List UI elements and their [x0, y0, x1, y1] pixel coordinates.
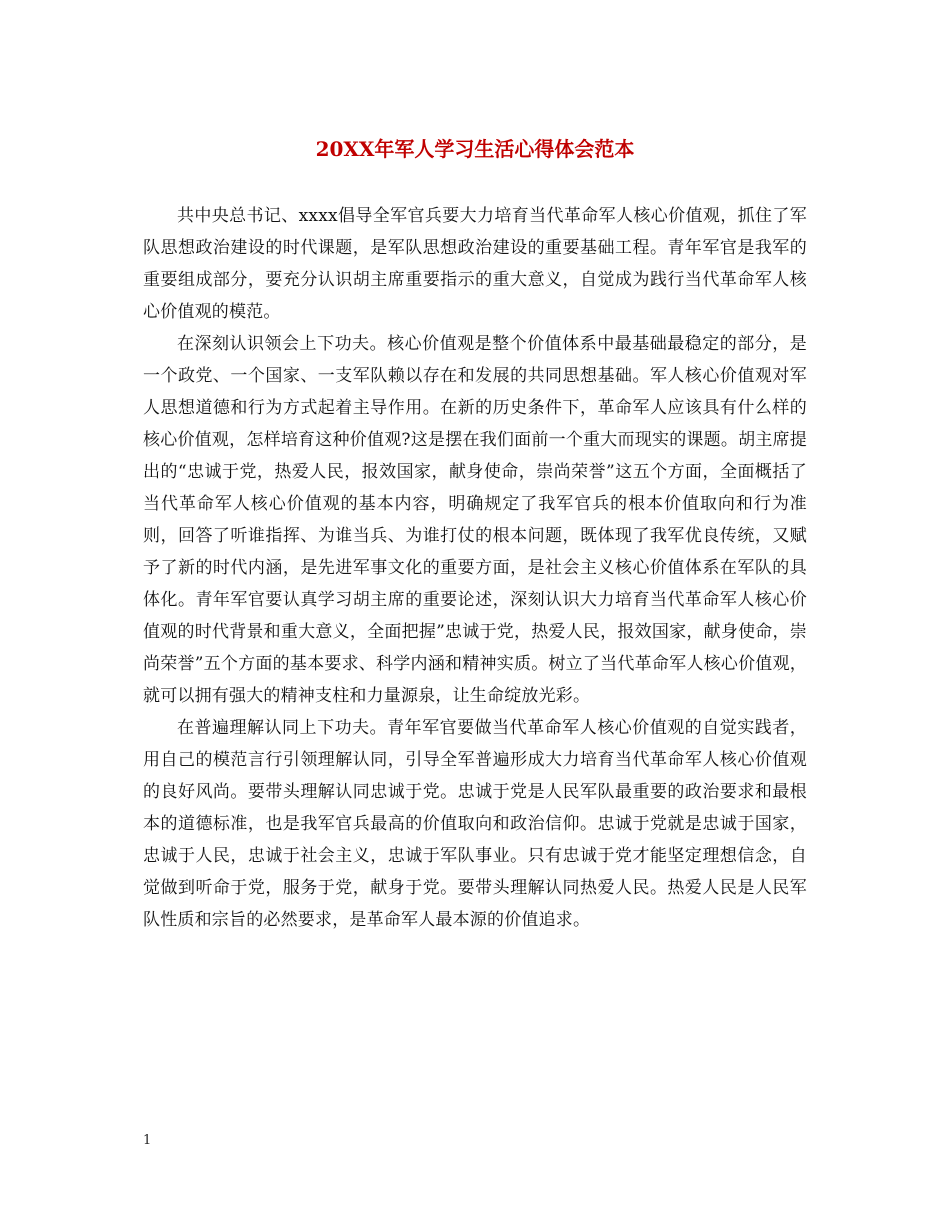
document-body [143, 200, 807, 936]
page-number: 1 [143, 1133, 152, 1148]
paragraph-understanding: 在深刻认识领会上下功夫。核心价值观是整个价值体系中最基础最稳定的部分，是一个政党、一个国家、一支军队赖以存在和发展的共同思想基础。军人核心价值观对军人思想道德和行为方式起着主导作用。在新的历史条件下，革命军人应该具有什么样的核心价值观，怎样培育这种价值观?这是摆在我们面前一个重大而现实的课题。胡主席提出的“忠诚于党，热爱人民，报效国家，献身使命，崇尚荣誉”这五个方面，全面概括了当代革命军人核心价值观的基本内容，明确规定了我军官兵的根本价值取向和行为准则，回答了听谁指挥、为谁当兵、为谁打仗的根本问题，既体现了我军优良传统，又赋予了新的时代内涵，是先进军事文化的重要方面，是社会主义核心价值体系在军队的具体化。青年军官要认真学习胡主席的重要论述，深刻认识大力培育当代革命军人核心价值观的时代背景和重大意义，全面把握”忠诚于党，热爱人民，报效国家，献身使命，崇尚荣誉”五个方面的基本要求、科学内涵和精神实质。树立了当代革命军人核心价值观，就可以拥有强大的精神支柱和力量源泉，让生命绽放光彩。 [143, 334, 807, 706]
paragraph-recognition: 在普遍理解认同上下功夫。青年军官要做当代革命军人核心价值观的自觉实践者，用自己的模范言行引领理解认同，引导全军普遍形成大力培育当代革命军人核心价值观的良好风尚。要带头理解认同忠诚于党。忠诚于党是人民军队最重要的政治要求和最根本的道德标准，也是我军官兵最高的价值取向和政治信仰。忠诚于党就是忠诚于国家，忠诚于人民，忠诚于社会主义，忠诚于军队事业。只有忠诚于党才能坚定理想信念，自觉做到听命于党，服务于党，献身于党。要带头理解认同热爱人民。热爱人民是人民军队性质和宗旨的必然要求，是革命军人最本源的价值追求。 [143, 718, 807, 930]
document-title: 20XX年军人学习生活心得体会范本 [315, 137, 635, 161]
paragraph-intro: 共中央总书记、xxxx倡导全军官兵要大力培育当代革命军人核心价值观，抓住了军队思想政治建设的时代课题，是军队思想政治建设的重要基础工程。青年军官是我军的重要组成部分，要充分认识胡主席重要指示的重大意义，自觉成为践行当代革命军人核心价值观的模范。 [143, 206, 807, 322]
